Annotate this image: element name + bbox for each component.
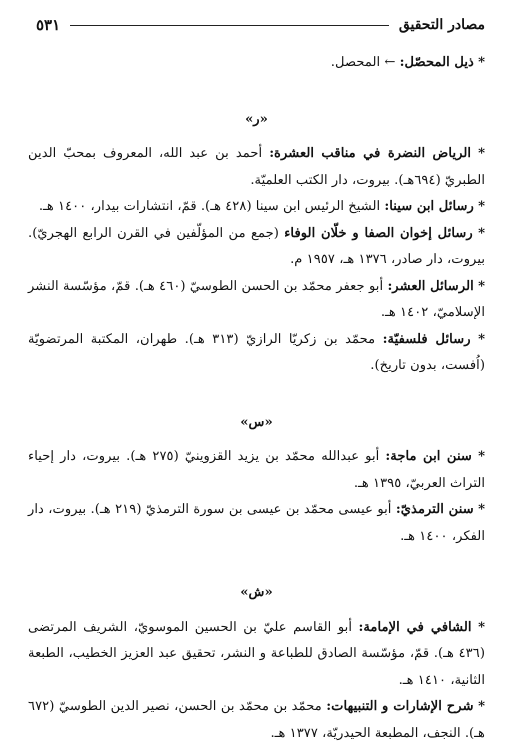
running-title: مصادر التحقيق <box>398 17 485 33</box>
bib-entry <box>28 327 485 380</box>
entry-bullet: * <box>478 449 485 464</box>
entry-bullet: * <box>478 146 485 161</box>
entry-text: محمّد بن محمّد بن الحسن، نصير الدين الطوسيّ (٦٧٢ هـ). النجف، المطبعة الحيدريّة، ١٣٧٧ هـ. <box>28 699 485 741</box>
entry-text: أحمد بن عبد الله، المعروف بمحبّ الدين الطبريّ (٦٩٤هـ). بيروت، دار الكتب العلميّة. <box>28 146 485 188</box>
bib-entry <box>28 274 485 327</box>
entry-title: ذيل المحصّل: <box>399 55 474 70</box>
entry-title: رسائل فلسفيّة: <box>382 331 471 347</box>
section-heading: «س» <box>240 414 273 430</box>
entry-bullet: * <box>478 699 485 714</box>
entry-bullet: * <box>478 55 485 70</box>
entry-title: سنن ابن ماجة: <box>385 449 472 464</box>
entry-bullet: * <box>478 619 485 635</box>
entry-text: (جمع من المؤلّفين في القرن الرابع الهجريّ). بيروت، دار صادر، ١٣٧٦ هـ، ١٩٥٧ م. <box>28 225 485 267</box>
entry-text: محمّد بن زكريّا الرازيّ (٣١٣ هـ). طهران، المكتبة المرتضويّة (اُفست، بدون تاريخ). <box>28 331 485 373</box>
entry-title: الرسائل العشر: <box>387 278 474 294</box>
entry-bullet: * <box>478 199 485 214</box>
entry-title: الرياض النضرة في مناقب العشرة: <box>269 146 472 161</box>
entry-title: رسائل إخوان الصفا و خلّان الوفاء <box>284 225 473 241</box>
bib-entry <box>28 694 485 747</box>
header-rule <box>70 25 389 26</box>
bib-entry <box>28 141 485 194</box>
entry-text: أبو عبدالله محمّد بن يزيد القزوينيّ (٢٧٥ هـ). بيروت، دار إحياء التراث العربيّ، ١٣٩٥ هـ. <box>28 449 485 491</box>
entry-text: أبو القاسم عليّ بن الحسين الموسويّ، الشريف المرتضى (٤٣٦ هـ). قمّ، مؤسّسة الصادق للطباعة و النشر، تحقيق عبد العزيز الخطيب، الطبعة الثانية، ١٤١٠ هـ. <box>28 619 485 688</box>
entry-text: الشيخ الرئيس ابن سينا (٤٢٨ هـ). قمّ، انتشارات بيدار، ١٤٠٠ هـ. <box>38 199 385 214</box>
page-number: ٥٣١ <box>36 16 61 34</box>
bib-entry <box>28 50 485 77</box>
bib-entry <box>28 221 485 274</box>
entry-title: الشافي في الإمامة: <box>358 619 472 635</box>
bibliography <box>28 50 485 747</box>
entry-bullet: * <box>478 278 485 294</box>
entry-text: ← المحصل. <box>330 55 400 70</box>
entry-text: أبو جعفر محمّد بن الحسن الطوسيّ (٤٦٠ هـ). قمّ، مؤسّسة النشر الإسلاميّ، ١٤٠٢ هـ. <box>28 278 485 320</box>
page-header <box>36 14 485 36</box>
entry-bullet: * <box>478 331 485 347</box>
section-heading: «ر» <box>245 111 268 127</box>
entry-title: سنن الترمذيّ: <box>395 502 474 517</box>
bib-entry <box>28 444 485 497</box>
bib-entry <box>28 497 485 550</box>
entry-bullet: * <box>478 502 486 517</box>
entry-text: أبو عيسى محمّد بن عيسى بن سورة الترمذيّ (٢١٩ هـ). بيروت، دار الفكر، ١٤٠٠ هـ. <box>28 502 485 544</box>
entry-title: شرح الإشارات و التنبيهات: <box>326 699 474 714</box>
bib-entry <box>28 615 485 695</box>
section-heading: «ش» <box>240 585 273 600</box>
entry-title: رسائل ابن سينا: <box>384 199 474 214</box>
bib-entry <box>28 194 485 221</box>
entry-bullet: * <box>478 225 485 241</box>
